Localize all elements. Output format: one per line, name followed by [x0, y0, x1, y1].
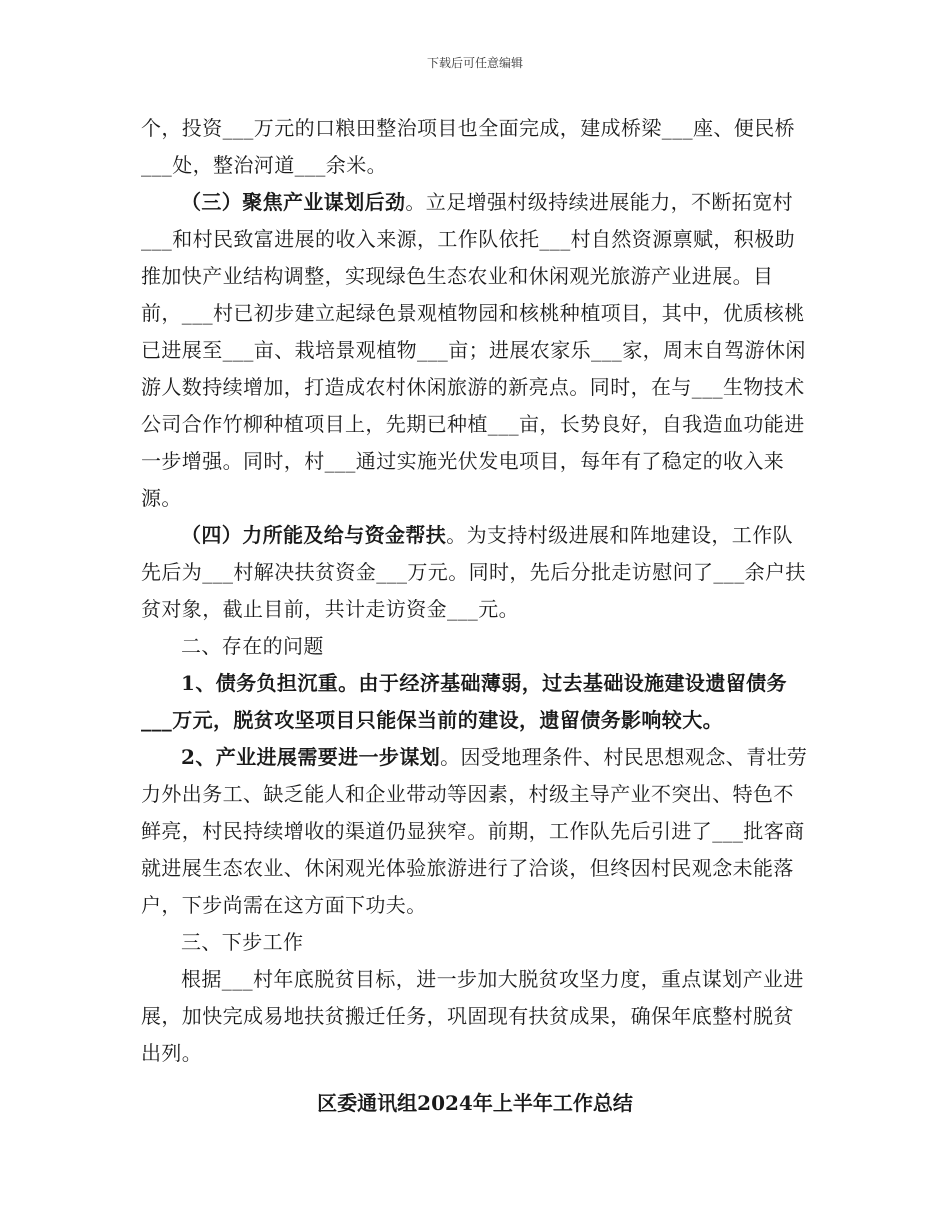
paragraph-next-steps: 根据___村年底脱贫目标，进一步加大脱贫攻坚力度，重点谋划产业进展，加快完成易地扶贫搬迁任务，巩固现有扶贫成果，确保年底整村脱贫出列。	[141, 967, 804, 1065]
paragraph-text: 。立足增强村级持续进展能力，不断拓宽村___和村民致富进展的收入来源，工作队依托___村自然资源禀赋，积极助推加快产业结构调整，实现绿色生态农业和休闲观光旅游产业进展。目前，___村已初步建立起绿色景观植物园和核桃种植项目，其中，优质核桃已进展至___亩、栽培景观植物___亩；进展农家乐___家，周末自驾游休闲游人数持续增加，打造成农村休闲旅游的新亮点。同时，在与___生物技术公司合作竹柳种植项目上，先期已种植___亩，长势良好，自我造血功能进一步增强。同时，村___通过实施光伏发电项目，每年有了稳定的收入来源。	[141, 190, 806, 510]
section-heading-industry: （三）聚焦产业谋划后劲	[181, 190, 406, 214]
heading-problems: 二、存在的问题	[181, 634, 324, 658]
next-document-title: 区委通讯组2024年上半年工作总结	[317, 1091, 633, 1115]
section-heading-funding: （四）力所能及给与资金帮扶	[181, 523, 447, 547]
paragraph-industry-development	[141, 739, 813, 924]
paragraph-debt-burden: 1、债务负担沉重。由于经济基础薄弱，过去基础设施建设遗留债务___万元，脱贫攻坚项目只能保当前的建设，遗留债务影响较大。	[141, 671, 787, 732]
heading-next-steps: 三、下步工作	[181, 930, 304, 954]
document-body	[141, 110, 813, 1072]
paragraph-industry-planning	[141, 184, 813, 517]
paragraph-investment: 个，投资___万元的口粮田整治项目也全面完成，建成桥梁___座、便民桥___处，整治河道___余米。	[141, 116, 795, 177]
page-header: 下载后可任意编辑	[426, 56, 523, 70]
paragraph-funding-support	[141, 517, 813, 628]
section-heading-industry-development: 2、产业进展需要进一步谋划	[181, 745, 441, 769]
paragraph-text: 。因受地理条件、村民思想观念、青壮劳力外出务工、缺乏能人和企业带动等因素，村级主导产业不突出、特色不鲜亮，村民持续增收的渠道仍显狭窄。前期，工作队先后引进了___批客商就进展生态农业、休闲观光体验旅游进行了洽谈，但终因村民观念未能落户，下步尚需在这方面下功夫。	[141, 745, 808, 917]
paragraph-text: 。为支持村级进展和阵地建设，工作队先后为___村解决扶贫资金___万元。同时，先后分批走访慰问了___余户扶贫对象，截止目前，共计走访资金___元。	[141, 523, 806, 621]
